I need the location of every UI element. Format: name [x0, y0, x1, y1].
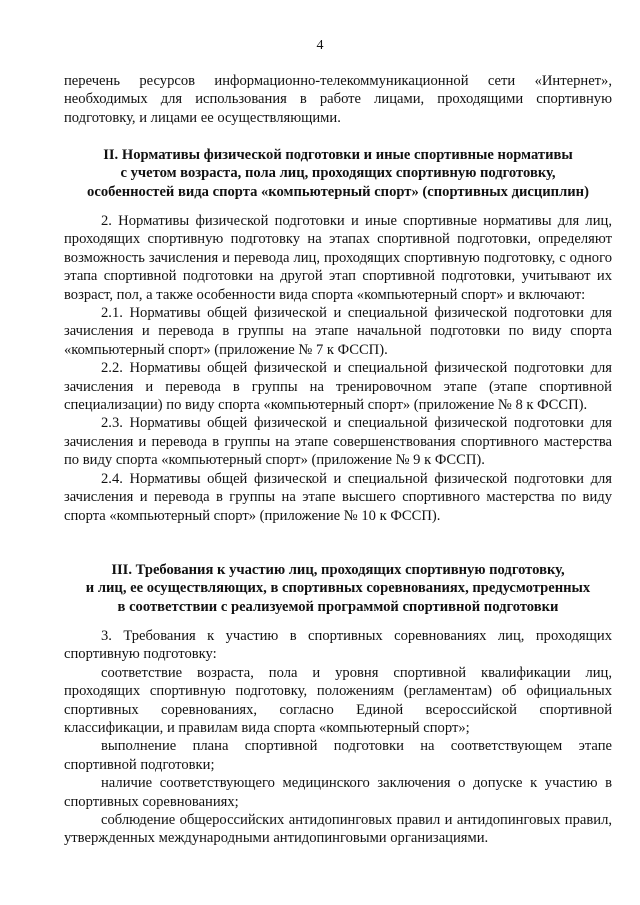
section-2-body [64, 212, 612, 525]
requirement-item: соблюдение общероссийских антидопинговых правил и антидопинговых правил, утвержденных международными антидопинговыми организациями. [64, 812, 612, 847]
section-3-heading [64, 561, 612, 616]
paragraph-2-2: 2.2. Нормативы общей физической и специальной физической подготовки для зачисления и перевода в группы на тренировочном этапе (этапе спортивной специализации) по виду спорта «компьютерный спорт» (приложение № 8 к ФССП). [64, 360, 612, 414]
requirement-item: соответствие возраста, пола и уровня спортивной квалификации лиц, проходящих спортивную подготовку, положениям (регламентам) об официальных спортивных соревнованиях, согласно Единой всероссийской спортивной классификации, и правилам вида спорта «компьютерный спорт»; [64, 664, 612, 737]
requirement-item: выполнение плана спортивной подготовки на соответствующем этапе спортивной подготовки; [64, 738, 612, 773]
page-number: 4 [316, 38, 324, 53]
intro-paragraph: перечень ресурсов информационно-телекоммуникационной сети «Интернет», необходимых для использования в работе лицами, проходящими спортивную подготовку, и лицами ее осуществляющими. [64, 73, 612, 126]
section-heading-line: в соответствии с реализуемой программой спортивной подготовки [117, 598, 559, 615]
paragraph-2: 2. Нормативы физической подготовки и иные спортивные нормативы для лиц, проходящих спортивную подготовку на этапах спортивной подготовки, определяют возможность зачисления и перевода лиц, проходящих спортивную подготовку, с одного этапа спортивной подготовки на другой этап спортивной подготовки, учитывают их возраст, пол, а также особенности вида спорта «компьютерный спорт» и включают: [64, 213, 612, 303]
section-heading-line: III. Требования к участию лиц, проходящих спортивную подготовку, [111, 562, 565, 578]
paragraph-2-4: 2.4. Нормативы общей физической и специальной физической подготовки для зачисления и перевода в группы на этапе высшего спортивного мастерства по виду спорта «компьютерный спорт» (приложение № 10 к ФССП). [64, 470, 612, 524]
section-heading-line: с учетом возраста, пола лиц, проходящих спортивную подготовку, [120, 165, 556, 182]
requirement-item: наличие соответствующего медицинского заключения о допуске к участию в спортивных соревнованиях; [64, 775, 612, 810]
section-2-heading [64, 146, 612, 201]
section-heading-line: II. Нормативы физической подготовки и иные спортивные нормативы [103, 147, 573, 163]
section-3-body [64, 627, 612, 848]
intro-block [64, 72, 612, 127]
section-heading-line: и лиц, ее осуществляющих, в спортивных соревнованиях, предусмотренных [85, 580, 591, 597]
paragraph-2-3: 2.3. Нормативы общей физической и специальной физической подготовки для зачисления и перевода в группы на этапе совершенствования спортивного мастерства по виду спорта «компьютерный спорт» (приложение № 9 к ФССП). [64, 415, 612, 469]
section-heading-line: особенностей вида спорта «компьютерный спорт» (спортивных дисциплин) [87, 183, 589, 200]
paragraph-2-1: 2.1. Нормативы общей физической и специальной физической подготовки для зачисления и перевода в группы на этапе начальной подготовки по виду спорта «компьютерный спорт» (приложение № 7 к ФССП). [64, 305, 612, 358]
paragraph-3: 3. Требования к участию в спортивных соревнованиях лиц, проходящих спортивную подготовку: [64, 628, 612, 663]
